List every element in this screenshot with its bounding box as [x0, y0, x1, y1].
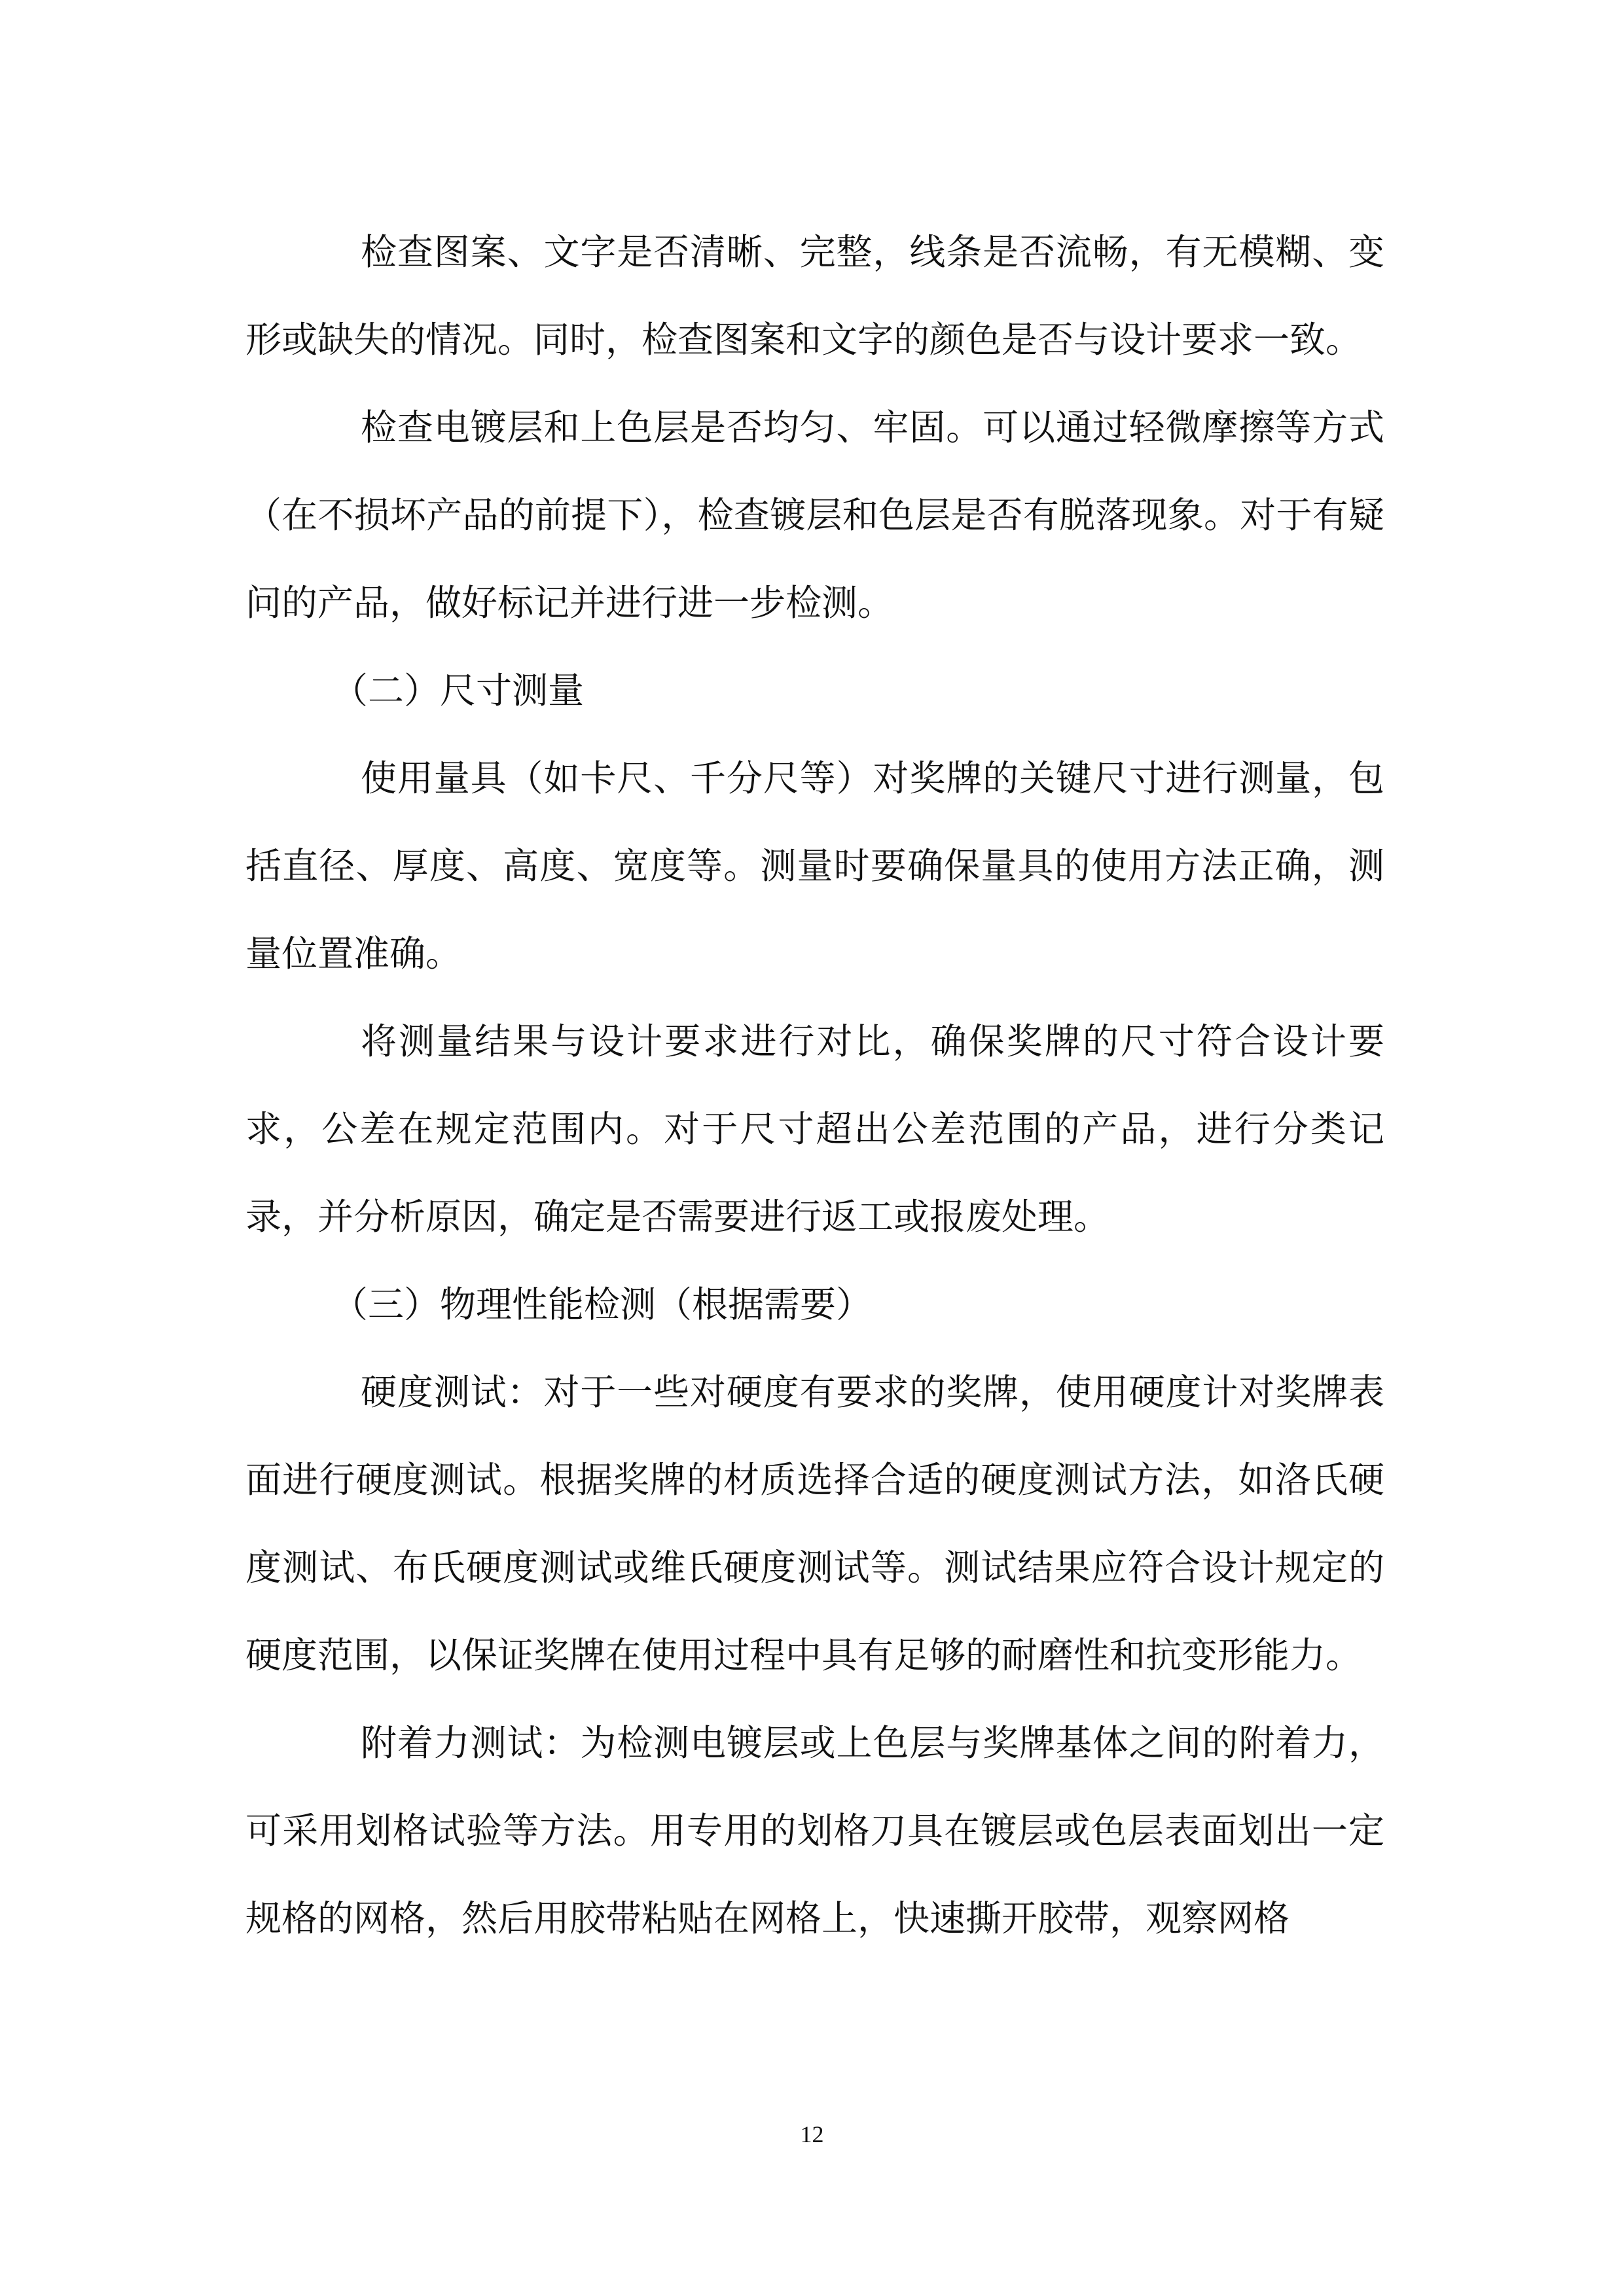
- document-body: [245, 208, 1384, 1962]
- paragraph-measuring-tools: 使用量具（如卡尺、千分尺等）对奖牌的关键尺寸进行测量，包括直径、厚度、高度、宽度等。测量时要确保量具的使用方法正确，测量位置准确。: [245, 757, 1384, 975]
- paragraph-pattern-text-check: 检查图案、文字是否清晰、完整，线条是否流畅，有无模糊、变形或缺失的情况。同时，检查图案和文字的颜色是否与设计要求一致。: [245, 231, 1384, 361]
- paragraph-hardness-test: 硬度测试：对于一些对硬度有要求的奖牌，使用硬度计对奖牌表面进行硬度测试。根据奖牌的材质选择合适的硬度测试方法，如洛氏硬度测试、布氏硬度测试或维氏硬度测试等。测试结果应符合设计规定的硬度范围，以保证奖牌在使用过程中具有足够的耐磨性和抗变形能力。: [245, 1371, 1384, 1676]
- paragraph-measurement-comparison: 将测量结果与设计要求进行对比，确保奖牌的尺寸符合设计要求，公差在规定范围内。对于尺寸超出公差范围的产品，进行分类记录，并分析原因，确定是否需要进行返工或报废处理。: [245, 1020, 1384, 1238]
- section-heading-physical-tests: （三）物理性能检测（根据需要）: [332, 1283, 873, 1325]
- section-heading-dimension-measurement: （二）尺寸测量: [332, 670, 585, 711]
- paragraph-plating-check: 检查电镀层和上色层是否均匀、牢固。可以通过轻微摩擦等方式（在不损坏产品的前提下），检查镀层和色层是否有脱落现象。对于有疑问的产品，做好标记并进行进一步检测。: [245, 406, 1384, 624]
- page-number: 12: [800, 2121, 824, 2147]
- paragraph-adhesion-test: 附着力测试：为检测电镀层或上色层与奖牌基体之间的附着力，可采用划格试验等方法。用专用的划格刀具在镀层或色层表面划出一定规格的网格，然后用胶带粘贴在网格上，快速撕开胶带，观察网格: [245, 1722, 1384, 1939]
